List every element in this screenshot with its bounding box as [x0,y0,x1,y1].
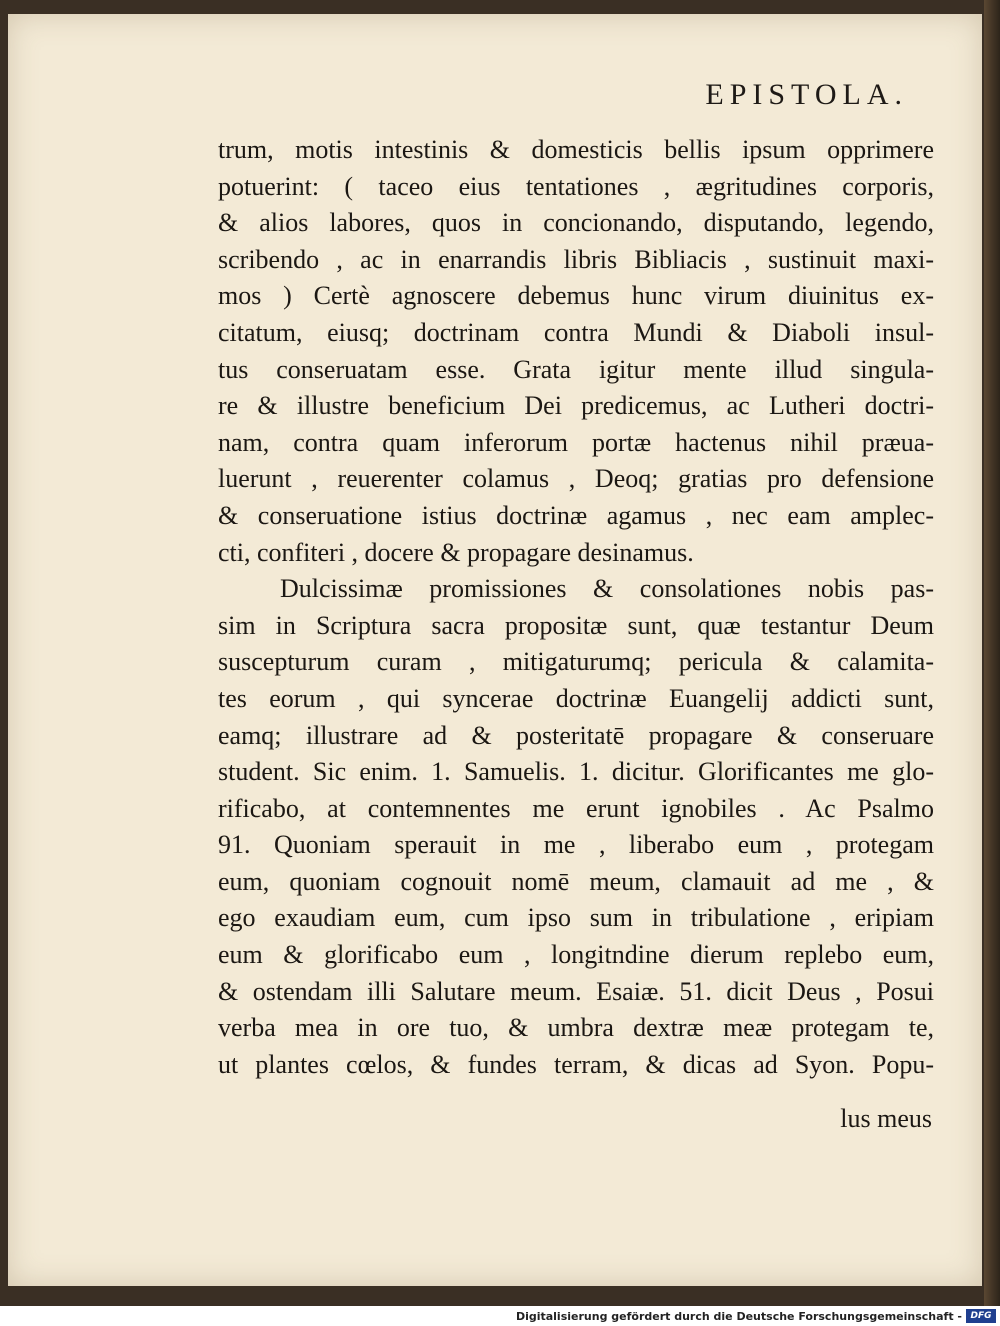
text-line: & conseruatione istius doctrinæ agamus , nec eam amplec- [218,500,934,530]
text-line: verba mea in ore tuo, & umbra dextræ meæ protegam te, [218,1013,934,1043]
dfg-logo: DFG [966,1309,996,1323]
text-line: luerunt , reuerenter colamus , Deoq; gratias pro defensione [218,464,934,494]
text-line: eamq; illustrare ad & posteritatē propagare & conseruare [218,720,934,750]
text-line: potuerint: ( taceo eius tentationes , ægritudines corporis, [218,171,934,201]
catchword: lus meus [840,1104,932,1133]
text-line: tus conseruatam esse. Grata igitur mente illud singula- [218,354,934,384]
text-line: eum & glorificabo eum , longitndine dierum replebo eum, [218,940,934,970]
text-line: mos ) Certè agnoscere debemus hunc virum diuinitus ex- [218,281,934,311]
text-line: sim in Scriptura sacra propositæ sunt, quæ testantur Deum [218,610,934,640]
text-line: Dulcissimæ promissiones & consolationes nobis pas- [280,574,934,604]
text-line: ut plantes cœlos, & fundes terram, & dicas ad Syon. Popu- [218,1049,934,1079]
text-line: trum, motis intestinis & domesticis bellis ipsum opprimere [218,135,934,164]
book-edge [984,0,1000,1306]
text-line: citatum, eiusq; doctrinam contra Mundi & Diaboli insul- [218,317,934,347]
text-line: eum, quoniam cognouit nomē meum, clamauit ad me , & [218,866,934,896]
book-page [8,14,982,1286]
text-line: & ostendam illi Salutare meum. Esaiæ. 51. dicit Deus , Posui [218,976,934,1006]
text-line: & alios labores, quos in concionando, disputando, legendo, [218,208,934,238]
digitization-credit: Digitalisierung gefördert durch die Deutsche Forschungsgemeinschaft - [515,1310,962,1323]
running-head: EPISTOLA. [705,78,908,111]
text-line: scribendo , ac in enarrandis libris Bibliacis , sustinuit maxi- [218,244,934,274]
text-line: student. Sic enim. 1. Samuelis. 1. dicitur. Glorificantes me glo- [218,757,934,787]
text-block [218,132,934,1083]
text-line: re & illustre beneficium Dei predicemus, ac Lutheri doctri- [218,391,934,421]
text-line: ego exaudiam eum, cum ipso sum in tribulatione , eripiam [218,903,934,933]
text-line: nam, contra quam inferorum portæ hactenus nihil præua- [218,427,934,457]
text-line: 91. Quoniam sperauit in me , liberabo eum , protegam [218,830,934,860]
text-line: suscepturum curam , mitigaturumq; pericula & calamita- [218,647,934,677]
text-line: tes eorum , qui syncerae doctrinæ Euangelij addicti sunt, [218,683,934,713]
text-line: rificabo, at contemnentes me erunt ignobiles . Ac Psalmo [218,793,934,823]
text-line: cti, confiteri , docere & propagare desinamus. [218,537,694,567]
